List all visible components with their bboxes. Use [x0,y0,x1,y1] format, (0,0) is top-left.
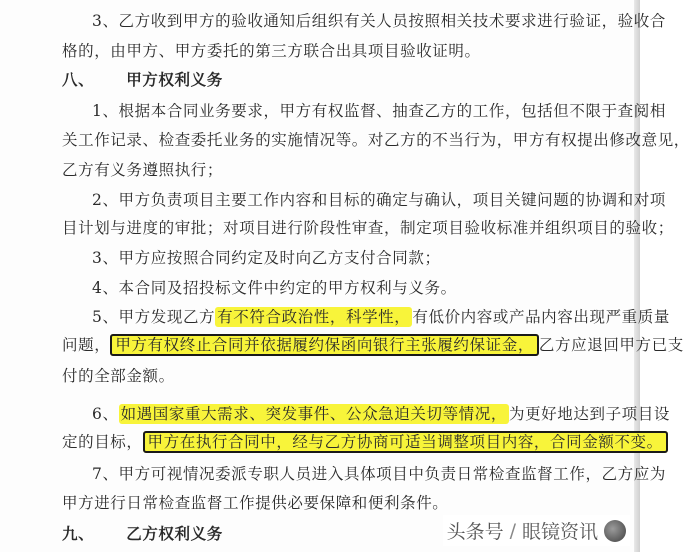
text-segment: 6、 [92,405,119,423]
text-segment: 5、甲方发现乙方 [92,308,216,326]
text-line: 乙方有义务遵照执行； [62,161,224,179]
text-segment: 乙方应退回甲方已支 [538,336,684,354]
text-line: 4、本合同及招投标文件中约定的甲方权利与义务。 [92,279,457,297]
text-line-item5 [92,305,670,327]
text-line-item5b [62,333,684,355]
text-line: 1、根据本合同业务要求，甲方有权监督、抽查乙方的工作，包括但不限于查阅相 [92,102,666,120]
text-line: 格的，由甲方、甲方委托的第三方联合出具项目验收证明。 [62,42,481,60]
text-line: 7、甲方可视情况委派专职人员进入具体项目中负责日常检查监督工作，乙方应为 [92,465,666,483]
text-line: 付的全部金额。 [62,367,175,385]
text-segment: 定的目标， [62,433,143,451]
text-line: 3、乙方收到甲方的验收通知后组织有关人员按照相关技术要求进行验证，验收合 [92,12,666,30]
watermark-separator: / [509,519,516,542]
section-title: 甲方权利义务 [126,70,223,89]
section-number: 九、 [62,524,95,543]
watermark [443,515,630,546]
text-segment: 为更好地达到子项目设 [508,405,670,423]
text-line: 3、甲方应按照合同约定及时向乙方支付合同款； [92,249,441,267]
text-segment: 有低价内容或产品内容出现严重质量 [412,308,670,326]
highlighted-text: 有不符合政治性，科学性， [217,308,411,326]
highlighted-text: 甲方在执行合同中，经与乙方协商可适当调整项目内容，合同金额不变。 [143,431,668,453]
section-number: 八、 [62,70,95,89]
section-title: 乙方权利义务 [126,524,223,543]
section-heading-8 [62,68,223,90]
section-heading-9 [62,522,223,544]
highlighted-text: 如遇国家重大需求、突发事件、公众急迫关切等情况， [120,405,507,423]
text-line-item6 [92,402,670,424]
text-segment: 问题， [62,336,111,354]
text-line: 2、甲方负责项目主要工作内容和目标的确定与确认，项目关键问题的协调和对项 [92,191,666,209]
text-line: 目计划与进度的审批；对项目进行阶段性审查，制定项目验收标准并组织项目的验收； [62,219,674,237]
watermark-source: 头条号 [446,521,504,543]
avatar-icon [604,520,626,542]
highlighted-text: 甲方有权终止合同并依据履约保函向银行主张履约保证金， [110,334,539,356]
text-line-item6b [62,430,668,452]
watermark-author: 眼镜资讯 [521,521,598,543]
text-line: 甲方进行日常检查监督工作提供必要保障和便利条件。 [62,494,449,512]
text-line: 关工作记录、检查委托业务的实施情况等。对乙方的不当行为，甲方有权提出修改意见， [62,131,690,149]
